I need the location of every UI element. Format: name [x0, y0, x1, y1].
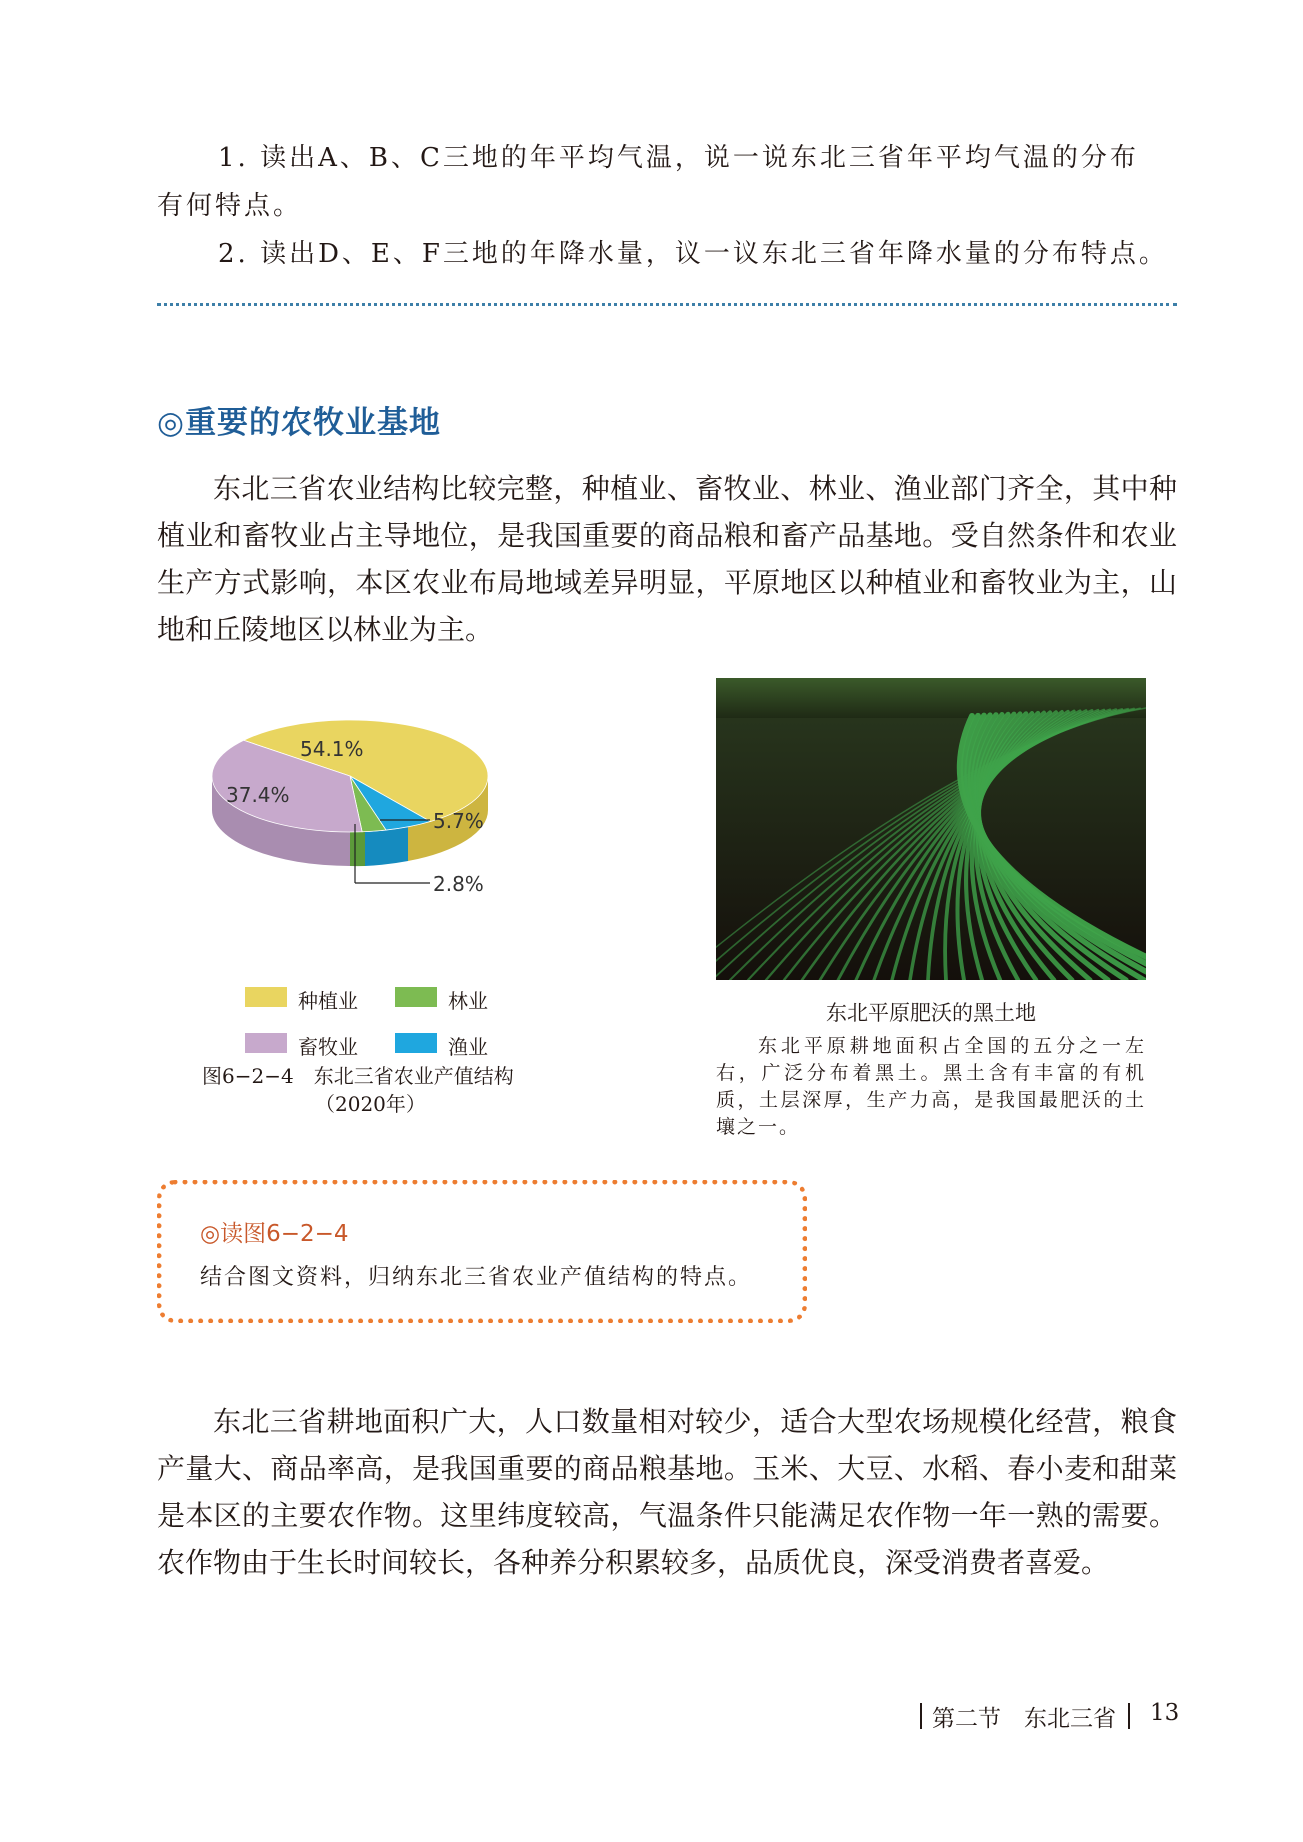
pie-chart-svg [200, 720, 600, 930]
legend-label-fishery: 渔业 [448, 1035, 488, 1059]
legend-swatch-forestry [395, 987, 437, 1007]
legend-swatch-fishery [395, 1033, 437, 1053]
legend-label-crop: 种植业 [298, 989, 358, 1013]
question-1-line-2: 有何特点。 [157, 191, 303, 221]
section-title: ◎重要的农牧业基地 [157, 405, 442, 441]
label-animal-husbandry: 37.4% [226, 783, 290, 807]
label-crop-farming: 54.1% [300, 737, 364, 761]
read-figure-task: 结合图文资料，归纳东北三省农业产值结构的特点。 [200, 1265, 753, 1290]
read-figure-title: ◎读图6−2−4 [200, 1221, 349, 1247]
label-forestry: 2.8% [433, 872, 484, 896]
photo-description: 东北平原耕地面积占全国的五分之一左右，广泛分布着黑土。黑土含有丰富的有机质，土层深厚，生产力高，是我国最肥沃的土壤之一。 [716, 1035, 1146, 1138]
legend-label-forestry: 林业 [448, 989, 488, 1013]
section-divider [157, 303, 1177, 306]
photo-title: 东北平原肥沃的黑土地 [826, 1001, 1036, 1025]
pie-chart [200, 720, 600, 930]
footer-divider-right [1128, 1703, 1138, 1729]
pie-side-blue [365, 827, 408, 866]
paragraph-agriculture-structure: 东北三省农业结构比较完整，种植业、畜牧业、林业、渔业部门齐全，其中种植业和畜牧业占主导地位，是我国重要的商品粮和畜产品基地。受自然条件和农业生产方式影响，本区农业布局地域差异明显，平原地区以种植业和畜牧业为主，山地和丘陵地区以林业为主。 [157, 472, 1177, 646]
pie-side-green [350, 832, 365, 866]
read-figure-box [157, 1180, 807, 1323]
legend-label-husbandry: 畜牧业 [298, 1035, 358, 1059]
legend-swatch-crop [245, 987, 287, 1007]
figure-caption: 图6−2−4 东北三省农业产值结构 [202, 1064, 514, 1088]
field-image [716, 678, 1146, 980]
footer-section-name: 第二节 东北三省 [932, 1706, 1116, 1732]
figure-caption-year: （2020年） [315, 1092, 426, 1116]
label-fishery: 5.7% [433, 809, 484, 833]
footer-divider-left [920, 1703, 930, 1729]
question-1-line-1: 1. 读出A、B、C三地的年平均气温，说一说东北三省年平均气温的分布 [218, 143, 1139, 173]
chart-legend [245, 985, 545, 1065]
paragraph-grain-base: 东北三省耕地面积广大，人口数量相对较少，适合大型农场规模化经营，粮食产量大、商品率高，是我国重要的商品粮基地。玉米、大豆、水稻、春小麦和甜菜是本区的主要农作物。这里纬度较高，气温条件只能满足农作物一年一熟的需要。农作物由于生长时间较长，各种养分积累较多，品质优良，深受消费者喜爱。 [157, 1405, 1177, 1579]
legend-swatch-husbandry [245, 1033, 287, 1053]
question-2: 2. 读出D、E、F三地的年降水量，议一议东北三省年降水量的分布特点。 [218, 239, 1168, 269]
black-soil-field-photo [716, 678, 1146, 980]
page-number: 13 [1150, 1700, 1180, 1726]
